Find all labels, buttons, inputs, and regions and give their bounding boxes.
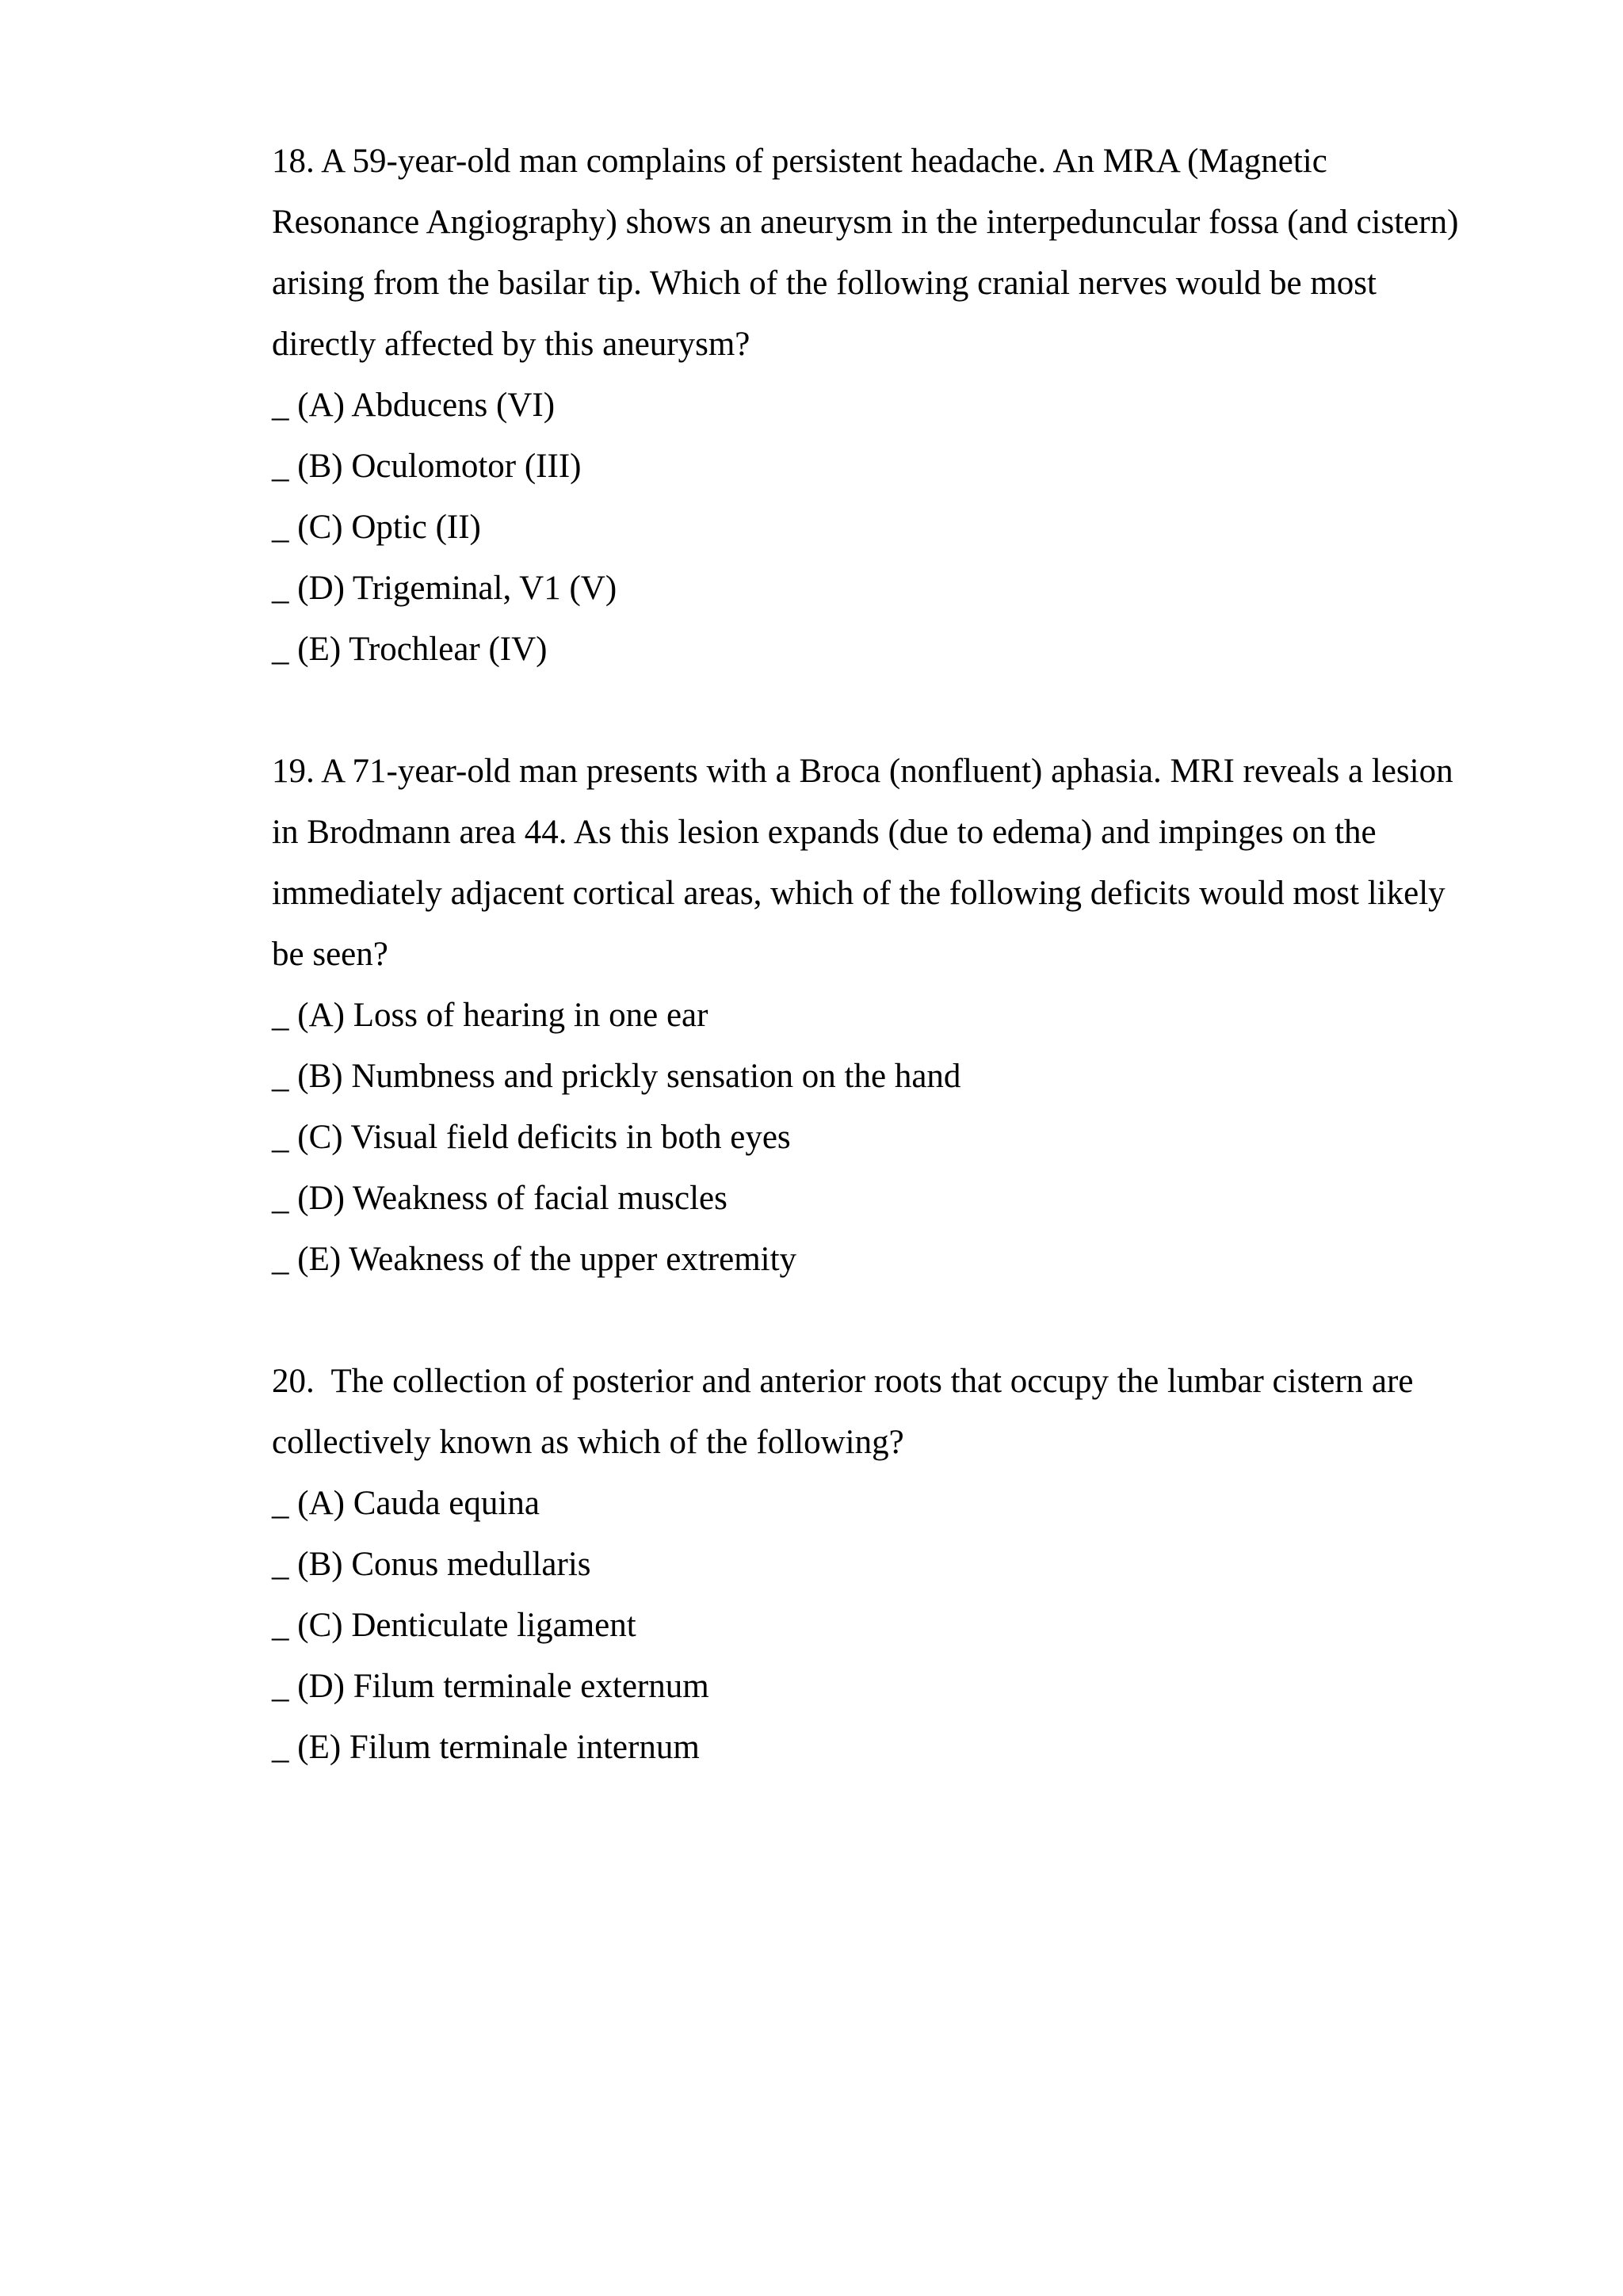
answer-option-e[interactable]: _ (E) Filum terminale internum bbox=[272, 1729, 700, 1766]
answer-options bbox=[272, 1473, 1476, 1778]
answer-option-b[interactable]: _ (B) Conus medullaris bbox=[272, 1546, 591, 1583]
question-19 bbox=[272, 741, 1476, 1290]
answer-option-d[interactable]: _ (D) Trigeminal, V1 (V) bbox=[272, 570, 617, 607]
answer-option-d[interactable]: _ (D) Filum terminale externum bbox=[272, 1668, 709, 1705]
answer-option-c[interactable]: _ (C) Optic (II) bbox=[272, 509, 481, 546]
answer-options bbox=[272, 375, 1476, 680]
answer-option-c[interactable]: _ (C) Visual field deficits in both eyes bbox=[272, 1119, 791, 1156]
question-18 bbox=[272, 131, 1476, 680]
answer-option-e[interactable]: _ (E) Weakness of the upper extremity bbox=[272, 1241, 797, 1278]
answer-options bbox=[272, 985, 1476, 1290]
answer-option-e[interactable]: _ (E) Trochlear (IV) bbox=[272, 631, 548, 668]
answer-option-a[interactable]: _ (A) Loss of hearing in one ear bbox=[272, 997, 708, 1034]
answer-option-a[interactable]: _ (A) Abducens (VI) bbox=[272, 387, 556, 424]
answer-option-b[interactable]: _ (B) Numbness and prickly sensation on the hand bbox=[272, 1058, 961, 1095]
question-stem: 19. A 71-year-old man presents with a Broca (nonfluent) aphasia. MRI reveals a lesion in Brodmann area 44. As this lesion expands (due to edema) and impinges on the immediately adjacent cortical areas, which of the following deficits would most likely be seen? bbox=[272, 753, 1453, 973]
answer-option-c[interactable]: _ (C) Denticulate ligament bbox=[272, 1607, 636, 1644]
answer-option-d[interactable]: _ (D) Weakness of facial muscles bbox=[272, 1180, 727, 1217]
question-stem: 18. A 59-year-old man complains of persistent headache. An MRA (Magnetic Resonance Angiography) shows an aneurysm in the interpeduncular fossa (and cistern) arising from the basilar tip. Which of the following cranial nerves would be most directly affected by this aneurysm? bbox=[272, 143, 1459, 363]
question-list bbox=[272, 131, 1476, 1778]
answer-option-b[interactable]: _ (B) Oculomotor (III) bbox=[272, 448, 582, 485]
question-stem: 20. The collection of posterior and anterior roots that occupy the lumbar cistern are collectively known as which of the following? bbox=[272, 1363, 1423, 1461]
answer-option-a[interactable]: _ (A) Cauda equina bbox=[272, 1485, 540, 1522]
question-20 bbox=[272, 1351, 1476, 1778]
